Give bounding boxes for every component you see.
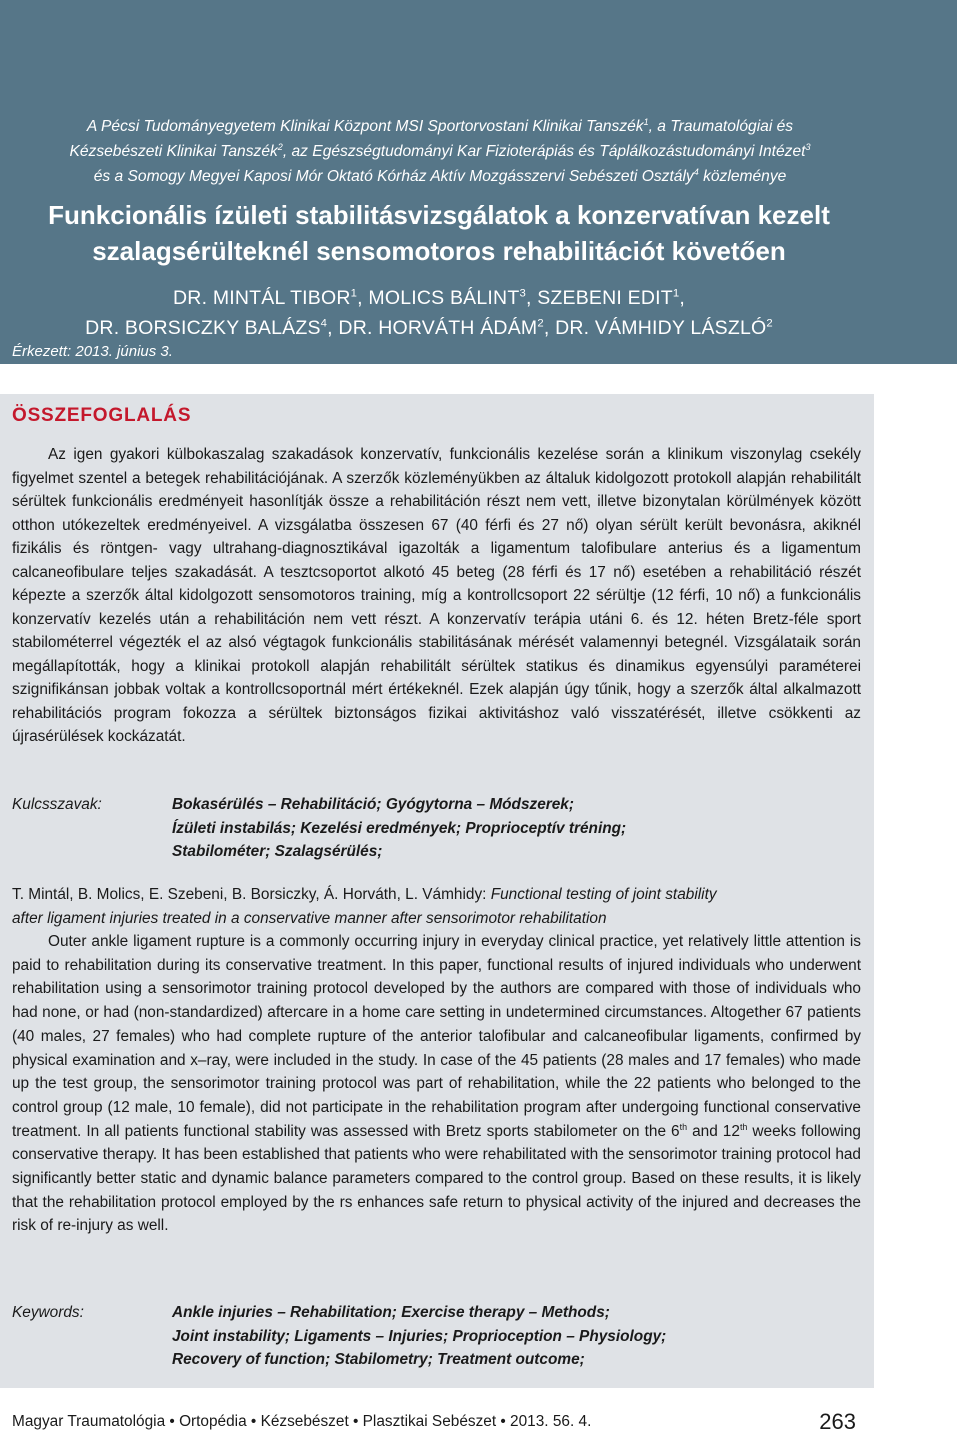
- author-affiliation-sup: 1: [672, 287, 680, 300]
- author-separator: ,: [679, 287, 685, 309]
- citation-authors: T. Mintál, B. Molics, E. Szebeni, B. Borsiczky, Á. Horváth, L. Vámhidy:: [12, 886, 491, 903]
- author-affiliation-sup: 3: [519, 287, 526, 300]
- author-separator: ,: [357, 287, 369, 309]
- keyword-line: Ízületi instabilás; Kezelési eredmények; Proprioceptív tréning;: [172, 819, 627, 837]
- abstract-text-part: Outer ankle ligament rupture is a commonly occurring injury in everyday clinical practice, yet relatively little attention is paid to rehabilitation during its conservative treatment. In this paper, functional results of injured individuals who underwent rehabilitation using a sensorimotor training protocol developed by the authors are compared with those of individuals who had none, or had (non-standardized) aftercare in a home care setting in undetermined circumstances. Altogether 67 patients (40 males, 27 females) who had complete rupture of the anterior talofibular and calcaneofibular ligaments, confirmed by physical examination and x–ray, were included in the study. In case of the 45 patients (28 males and 17 females) who made up the test group, the sensorimotor training protocol was part of rehabilitation, while the 22 patients who belonged to the control group (12 male, 10 female), did not participate in the rehabilitation program after undergoing functional conservative treatment. In all patients functional stability was assessed with Bretz sports stabilometer on the 6: [12, 933, 861, 1140]
- author-name: DR. MINTÁL TIBOR: [173, 287, 351, 309]
- author-name: SZEBENI EDIT: [537, 287, 673, 309]
- keyword-line: Recovery of function; Stabilometry; Treatment outcome;: [172, 1351, 585, 1368]
- author-name: DR. HORVÁTH ÁDÁM: [338, 317, 538, 339]
- affiliation-sup: 2: [277, 141, 283, 152]
- article-title: [14, 197, 864, 269]
- hungarian-abstract: [12, 443, 861, 749]
- abstract-heading: ÖSSZEFOGLALÁS: [12, 405, 192, 426]
- keyword-line: Stabilométer; Szalagsérülés;: [172, 843, 383, 860]
- keywords-label: Keywords:: [12, 1304, 84, 1321]
- received-date: Érkezett: 2013. június 3.: [12, 343, 173, 360]
- author-affiliation-sup: 2: [766, 317, 773, 330]
- author-name: MOLICS BÁLINT: [368, 287, 520, 309]
- keywords-label: Kulcsszavak:: [12, 796, 102, 813]
- author-separator: ,: [525, 287, 538, 309]
- citation-title: after ligament injuries treated in a conservative manner after sensorimotor rehabilitation: [12, 909, 607, 927]
- author-affiliation-sup: 2: [537, 317, 544, 330]
- english-citation: [12, 883, 861, 930]
- affiliation-text: , a Traumatológiai és: [648, 118, 794, 135]
- page-number: 263: [819, 1409, 856, 1434]
- affiliation-text: , az Egészségtudományi Kar Fizioterápiás és Táplálkozástudományi Intézet: [282, 143, 806, 160]
- affiliation-sup: 4: [693, 166, 699, 177]
- keywords-list: [172, 793, 626, 864]
- english-abstract-text: [12, 930, 861, 1238]
- ordinal-sup: th: [739, 1121, 748, 1132]
- affiliation-sup: 1: [643, 116, 649, 127]
- affiliation: [18, 114, 862, 189]
- author-name: DR. BORSICZKY BALÁZS: [85, 317, 321, 339]
- affiliation-text: Kézsebészeti Klinikai Tanszék: [69, 143, 278, 160]
- keyword-line: Joint instability; Ligaments – Injuries; Proprioception – Physiology;: [172, 1327, 667, 1345]
- title-line: Funkcionális ízületi stabilitásvizsgálatok a konzervatívan kezelt: [48, 200, 830, 230]
- author-separator: ,: [543, 317, 556, 339]
- abstract-text-part: and 12: [687, 1122, 740, 1140]
- hungarian-abstract-text: Az igen gyakori külbokaszalag szakadások konzervatív, funkcionális kezelése során a klinikum viszonylag csekély figyelmet szentel a betegek rehabilitációjának. A szerzők közleményükben az általuk kidolgozott protokoll alapján rehabilitált sérültek funkcionális eredményeit hasonlítják össze a rehabilitáción részt nem vett, illetve bizonytalan körülmények között otthon utókezeltek eredményeivel. A vizsgálatba összesen 67 (40 férfi és 27 nő) olyan sérült került bevonásra, akiknél fizikális és röntgen- vagy ultrahang-diagnosztikával igazolták a ligamentum talofibulare anterius és a ligamentum calcaneofibulare teljes szakadását. A tesztcsoportot alkotó 45 beteg (28 férfi és 17 nő) esetében a rehabilitáció részét képezte a szerzők által kidolgozott sensomotoros training, míg a kontrollcsoport 22 sérültje (12 férfi, 10 nő) a funkcionális konzervatív kezelés után a rehabilitáción nem vett részt. A konzervatív terápia utáni 6. és 12. héten Bretz-féle sport stabilométerrel végezték el az alsó végtagok funkcionális stabilitásának mérését valamennyi betegnél. Vizsgálataik során megállapították, hogy a klinikai protokoll alapján rehabilitált sérültek statikus és dinamikus egyensúlyi paraméterei szignifikánsan jobbak voltak a kontrollcsoportnál mért értékeknél. Ezek alapján úgy tűnik, hogy a szerzők által alkalmazott rehabilitációs program fokozza a sérültek biztonságos fizikai aktivitáshoz való visszatérését, illetve csökkenti az újrasérülések kockázatát.: [12, 446, 861, 745]
- keyword-line: Bokasérülés – Rehabilitáció; Gyógytorna – Módszerek;: [172, 796, 574, 813]
- affiliation-text: közleménye: [698, 168, 787, 185]
- keyword-line: Ankle injuries – Rehabilitation; Exercise therapy – Methods;: [172, 1304, 610, 1321]
- journal-footer: Magyar Traumatológia • Ortopédia • Kézsebészet • Plasztikai Sebészet • 2013. 56. 4.: [12, 1413, 592, 1430]
- citation-title: Functional testing of joint stability: [490, 886, 717, 903]
- title-line: szalagsérülteknél sensomotoros rehabilitációt követően: [92, 236, 786, 266]
- author-list: [34, 283, 824, 343]
- affiliation-sup: 3: [805, 141, 811, 152]
- ordinal-sup: th: [679, 1121, 688, 1132]
- author-separator: ,: [327, 317, 339, 339]
- author-name: DR. VÁMHIDY LÁSZLÓ: [555, 317, 767, 339]
- author-affiliation-sup: 1: [350, 287, 358, 300]
- keywords-list: [172, 1301, 666, 1372]
- english-abstract: [12, 930, 861, 1238]
- abstract-text-part: weeks following conservative therapy. It has been established that patients who were rehabilitated with the sensorimotor training protocol had significantly better static and dynamic balance parameters compared to the control group. Based on these results, it is likely that the rehabilitation protocol employed by the rs enhances safe return to physical activity of the injured and decreases the risk of re-injury as well.: [12, 1122, 861, 1235]
- affiliation-text: és a Somogy Megyei Kaposi Mór Oktató Kórház Aktív Mozgásszervi Sebészeti Osztály: [93, 168, 694, 185]
- affiliation-text: A Pécsi Tudományegyetem Klinikai Központ MSI Sportorvostani Klinikai Tanszék: [86, 118, 644, 135]
- author-affiliation-sup: 4: [320, 317, 328, 330]
